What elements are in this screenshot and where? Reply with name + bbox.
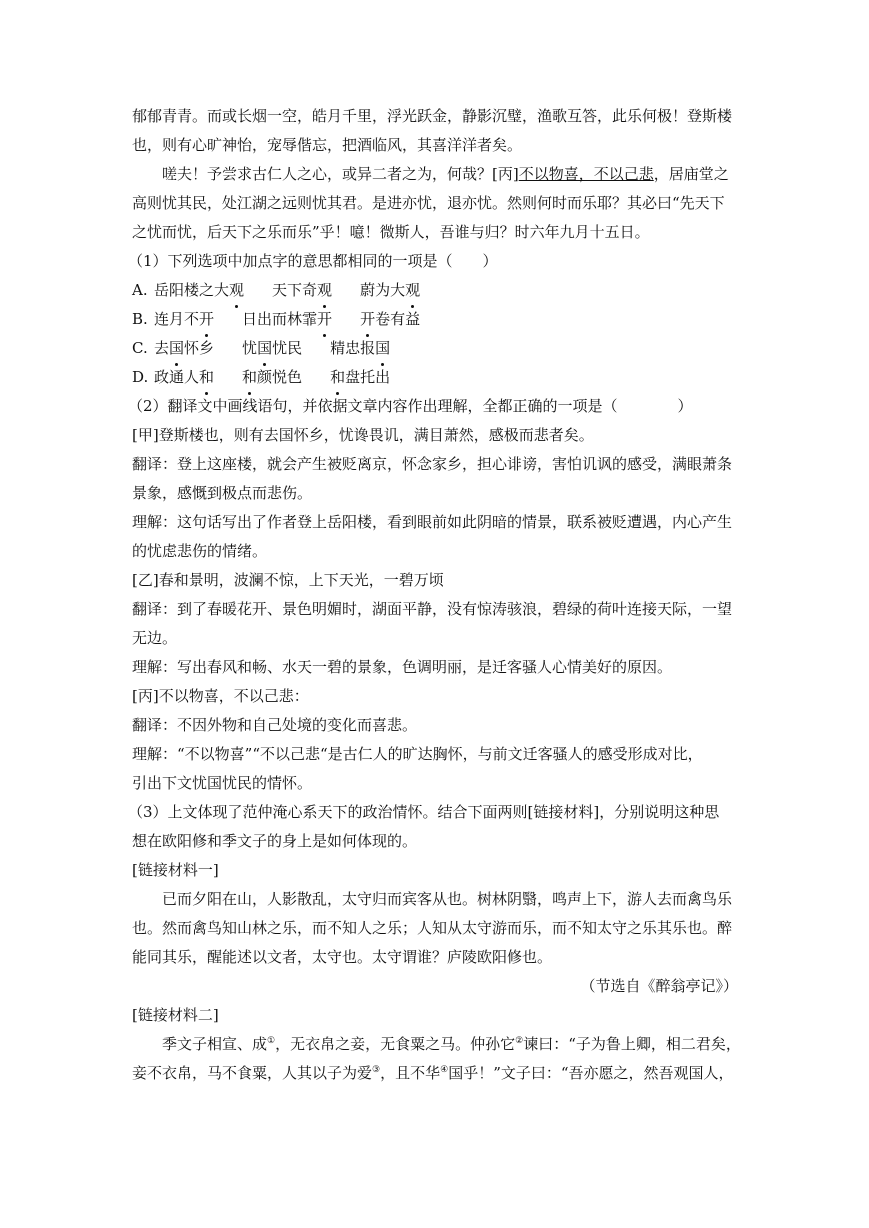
dotted-char: 开 [317, 305, 332, 334]
link-material-1-line: 能同其乐，醒能述以文者，太守也。太守谓谁？庐陵欧阳修也。 [132, 948, 553, 966]
option-letter: A. [132, 281, 148, 299]
link-material-1-source: （节选自《醉翁亭记》） [580, 977, 738, 995]
dotted-char: 和 [330, 363, 345, 392]
question-1-stem: （1）下列选项中加点字的意思都相同的一项是（ ） [128, 252, 498, 270]
dotted-char: 开 [360, 305, 375, 334]
understanding-line: 引出下文忧国忧民的情怀。 [132, 774, 313, 792]
text: 妾不衣帛，马不食粟，人其以子为爱 [132, 1064, 373, 1082]
passage-line: 高则忧其民，处江湖之远则忧其君。是进亦忧，退亦忧。然则何时而乐耶？其必曰“先天下 [132, 194, 725, 212]
translation-line: 无边。 [132, 629, 178, 647]
option-text: 去 [154, 339, 170, 357]
dotted-char: 和 [242, 363, 257, 392]
translation-line: 景象，感慨到极点而悲伤。 [132, 484, 313, 502]
option-text: 颜悦色 [257, 368, 303, 386]
question-3-stem: 想在欧阳修和季文子的身上是如何体现的。 [132, 832, 418, 850]
dotted-char: 国 [375, 334, 390, 363]
dotted-char: 观 [317, 276, 332, 305]
understanding-line: 理解：这句话写出了作者登上岳阳楼，看到眼前如此阴暗的情景，联系被贬遭遇，内心产生 [132, 513, 733, 531]
understanding-line: 的忧虑悲伤的情绪。 [132, 542, 268, 560]
option-text: 卷有益 [375, 310, 421, 328]
text: 国乎！”文子曰：“吾亦愿之，然吾观国人， [448, 1064, 734, 1082]
option-text: 忧民 [272, 339, 303, 357]
text: 季文子相宣、成 [162, 1035, 268, 1053]
link-material-1-line: 也。然而禽鸟知山林之乐，而不知人之乐；人知从太守游而乐，而不知太守之乐其乐也。醉 [132, 919, 733, 937]
text: 谏曰：“子为鲁上卿，相二君矣， [523, 1035, 741, 1053]
text: ，无衣帛之妾，无食粟之马。仲孙它 [275, 1035, 516, 1053]
option-letter: D. [132, 368, 149, 386]
option-text: 天下奇 [272, 281, 318, 299]
option-text: 政通人 [154, 368, 200, 386]
dotted-char: 国 [257, 334, 272, 363]
option-text: 日出而林霏 [242, 310, 318, 328]
link-material-1-line: 已而夕阳在山，人影散乱，太守归而宾客从也。树林阴翳，鸣声上下，游人去而禽鸟乐 [162, 890, 733, 908]
footnote-marker: ③ [372, 1065, 381, 1075]
underlined-sentence: 不以物喜，不以己悲 [518, 165, 654, 183]
link-material-1-title: [链接材料一] [132, 861, 219, 879]
option-text: 蔚为大 [360, 281, 406, 299]
link-material-2-title: [链接材料二] [132, 1006, 219, 1024]
translation-line: 翻译：到了春暖花开、景色明媚时，湖面平静，没有惊涛骇浪，碧绿的荷叶连接天际，一望 [132, 600, 733, 618]
dotted-char: 观 [405, 276, 420, 305]
dotted-char: 开 [199, 305, 214, 334]
option-text: 盘托出 [345, 368, 391, 386]
passage-text: ，居庙堂之 [653, 165, 729, 183]
option-text: 岳阳楼之大 [154, 281, 230, 299]
footnote-marker: ① [267, 1036, 276, 1046]
dotted-char: 观 [229, 276, 244, 305]
passage-line: 郁郁青青。而或长烟一空，皓月千里，浮光跃金，静影沉璧，渔歌互答，此乐何极！登斯楼 [132, 107, 733, 125]
text: ，且不华 [380, 1064, 441, 1082]
link-material-2-line [132, 1059, 738, 1088]
question-2-stem: （2）翻译文中画线语句，并依据文章内容作出理解，全都正确的一项是（ ） [128, 397, 693, 415]
option-text: 精忠报 [330, 339, 376, 357]
option-b [132, 305, 738, 334]
option-letter: B. [132, 310, 148, 328]
understanding-line: 理解：“不以物喜”“不以己悲“是古仁人的旷达胸怀，与前文迁客骚人的感受形成对比， [132, 745, 703, 763]
sentence-jia: [甲]登斯楼也，则有去国怀乡，忧谗畏讥，满目萧然，感极而悲者矣。 [132, 426, 594, 444]
passage-line [132, 160, 738, 189]
link-material-2-line [132, 1030, 741, 1059]
document-body [128, 102, 741, 1088]
footnote-marker: ② [515, 1036, 524, 1046]
translation-line: 翻译：登上这座楼，就会产生被贬离京，怀念家乡，担心诽谤，害怕讥讽的感受，满眼萧条 [132, 455, 733, 473]
sentence-bing: [丙]不以物喜，不以己悲： [132, 687, 309, 705]
dotted-char: 和 [199, 363, 214, 392]
option-a [132, 276, 738, 305]
footnote-marker: ④ [440, 1065, 449, 1075]
option-letter: C. [132, 339, 148, 357]
option-text: 忧 [242, 339, 258, 357]
question-3-stem: （3）上文体现了范仲淹心系天下的政治情怀。结合下面两则[链接材料]，分别说明这种思 [128, 803, 720, 821]
option-text: 连月不 [154, 310, 200, 328]
translation-line: 翻译：不因外物和自己处境的变化而喜悲。 [132, 716, 418, 734]
passage-line: 之忧而忧，后天下之乐而乐”乎！噫！微斯人，吾谁与归？时六年九月十五日。 [132, 223, 650, 241]
sentence-yi: [乙]春和景明，波澜不惊，上下天光，一碧万顷 [132, 571, 444, 589]
passage-line: 也，则有心旷神怡，宠辱偕忘，把酒临风，其喜洋洋者矣。 [132, 136, 523, 154]
understanding-line: 理解：写出春风和畅、水天一碧的景象，色调明丽，是迁客骚人心情美好的原因。 [132, 658, 673, 676]
passage-text: 嗟夫！予尝求古仁人之心，或异二者之为，何哉？[丙] [162, 165, 519, 183]
dotted-char: 国 [169, 334, 184, 363]
option-d [132, 363, 738, 392]
option-text: 怀乡 [184, 339, 215, 357]
option-c [132, 334, 738, 363]
